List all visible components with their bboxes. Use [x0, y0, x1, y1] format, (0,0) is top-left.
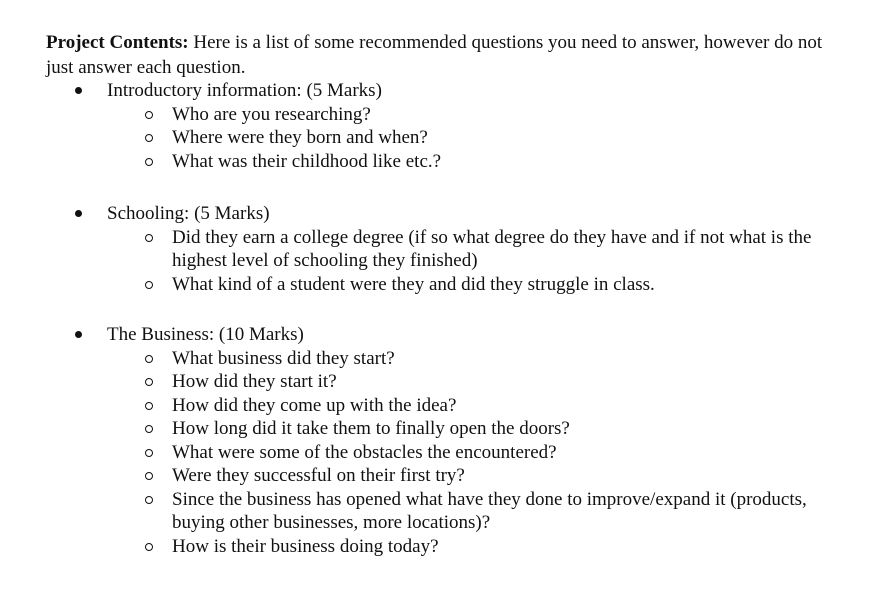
hollow-circle-icon [145, 449, 153, 457]
sub-list-item [0, 347, 869, 371]
sub-list-item [0, 370, 869, 394]
sub-list-item [0, 488, 869, 535]
hollow-circle-icon [145, 402, 153, 410]
sub-item-text: What were some of the obstacles the encountered? [172, 441, 557, 463]
intro-heading: Project Contents: [46, 32, 189, 53]
sub-item-text: Did they earn a college degree (if so what degree do they have and if not what is the highest level of schooling they finished) [172, 226, 812, 271]
intro-text: Here is a list of some recommended questions you need to answer, however do not just answer each question. [46, 32, 823, 78]
sub-list-item [0, 103, 869, 127]
hollow-circle-icon [145, 378, 153, 386]
sub-item-text: What business did they start? [172, 347, 395, 369]
section-schooling [0, 202, 869, 296]
sub-item-text: How did they come up with the idea? [172, 394, 457, 416]
sub-list-item [0, 535, 869, 559]
sub-item-text: How long did it take them to finally open the doors? [172, 418, 570, 439]
sub-item-text: How did they start it? [172, 371, 337, 392]
hollow-circle-icon [145, 355, 153, 363]
sub-list-item [0, 126, 869, 150]
bullet-item [0, 323, 869, 347]
bullet-dot-icon [75, 210, 82, 217]
sub-list-item [0, 226, 869, 273]
bullet-item [0, 202, 869, 226]
sub-list-item [0, 417, 869, 441]
section-business [0, 323, 869, 558]
sub-item-text: Since the business has opened what have they done to improve/expand it (products, buying other businesses, more locations)? [172, 488, 807, 533]
bullet-dot-icon [75, 331, 82, 338]
bullet-dot-icon [75, 87, 82, 94]
hollow-circle-icon [145, 543, 153, 551]
sub-item-text: What kind of a student were they and did they struggle in class. [172, 273, 655, 295]
sub-list-item [0, 394, 869, 418]
section-title: Schooling: (5 Marks) [107, 203, 270, 224]
hollow-circle-icon [145, 134, 153, 142]
hollow-circle-icon [145, 425, 153, 433]
sub-list-item [0, 464, 869, 488]
section-title: The Business: (10 Marks) [107, 324, 304, 345]
hollow-circle-icon [145, 111, 153, 119]
hollow-circle-icon [145, 158, 153, 166]
hollow-circle-icon [145, 234, 153, 242]
sub-item-text: How is their business doing today? [172, 535, 439, 557]
hollow-circle-icon [145, 281, 153, 289]
intro-paragraph [46, 30, 846, 80]
sub-item-text: Were they successful on their first try? [172, 465, 465, 486]
sub-item-text: What was their childhood like etc.? [172, 150, 442, 172]
sub-list-item [0, 150, 869, 174]
section-title: Introductory information: (5 Marks) [107, 80, 382, 101]
sub-list-item [0, 441, 869, 465]
section-introductory [0, 79, 869, 173]
sub-list-item [0, 273, 869, 297]
sub-item-text: Who are you researching? [172, 103, 371, 125]
hollow-circle-icon [145, 472, 153, 480]
bullet-item [0, 79, 869, 103]
hollow-circle-icon [145, 496, 153, 504]
sub-item-text: Where were they born and when? [172, 127, 428, 148]
